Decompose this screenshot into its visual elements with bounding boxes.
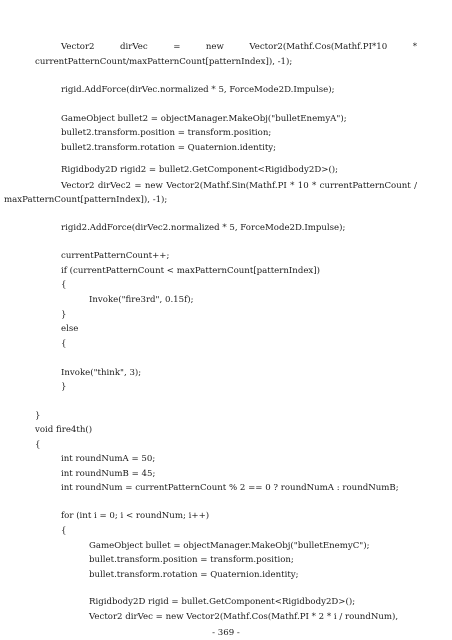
code-line: { bbox=[61, 526, 67, 536]
code-line: { bbox=[35, 440, 41, 450]
code-line: Vector2 dirVec = new Vector2(Mathf.Cos(Mathf.PI * 2 * i / roundNum), bbox=[89, 612, 399, 622]
code-line: Rigidbody2D rigid = bullet.GetComponent<Rigidbody2D>(); bbox=[89, 597, 356, 607]
code-line: bullet.transform.position = transform.position; bbox=[89, 555, 294, 565]
code-line: bullet.transform.rotation = Quaternion.identity; bbox=[89, 570, 299, 580]
code-line: int roundNum = currentPatternCount % 2 == 0 ? roundNumA : roundNumB; bbox=[61, 483, 399, 493]
code-line: Invoke("fire3rd", 0.15f); bbox=[89, 295, 194, 305]
code-line: Vector2 dirVec = new Vector2(Mathf.Cos(Mathf.PI*10 * bbox=[61, 42, 417, 52]
code-line: bullet2.transform.position = transform.position; bbox=[61, 128, 272, 138]
code-line: GameObject bullet = objectManager.MakeObj("bulletEnemyC"); bbox=[89, 541, 370, 551]
code-line: maxPatternCount[patternIndex]), -1); bbox=[4, 195, 168, 205]
code-line: { bbox=[61, 280, 67, 290]
code-line: int roundNumA = 50; bbox=[61, 454, 156, 464]
code-line: for (int i = 0; i < roundNum; i++) bbox=[61, 511, 210, 521]
code-line: { bbox=[61, 339, 67, 349]
code-line: currentPatternCount++; bbox=[61, 251, 170, 261]
code-line: currentPatternCount/maxPatternCount[patternIndex]), -1); bbox=[35, 57, 293, 67]
code-line: Rigidbody2D rigid2 = bullet2.GetComponent<Rigidbody2D>(); bbox=[61, 165, 339, 175]
code-line: Invoke("think", 3); bbox=[61, 368, 142, 378]
code-line: Vector2 dirVec2 = new Vector2(Mathf.Sin(Mathf.PI * 10 * currentPatternCount / bbox=[61, 181, 417, 191]
code-line: void fire4th() bbox=[35, 425, 93, 435]
code-line: int roundNumB = 45; bbox=[61, 469, 156, 479]
page-number: - 369 - bbox=[212, 628, 240, 638]
code-line: if (currentPatternCount < maxPatternCount[patternIndex]) bbox=[61, 266, 320, 276]
code-line: else bbox=[61, 324, 79, 334]
code-line: rigid.AddForce(dirVec.normalized * 5, ForceMode2D.Impulse); bbox=[61, 85, 335, 95]
code-line: GameObject bullet2 = objectManager.MakeObj("bulletEnemyA"); bbox=[61, 114, 347, 124]
code-line: } bbox=[35, 411, 41, 421]
code-line: } bbox=[61, 382, 67, 392]
code-line: bullet2.transform.rotation = Quaternion.identity; bbox=[61, 143, 277, 153]
code-line: } bbox=[61, 310, 67, 320]
code-line: rigid2.AddForce(dirVec2.normalized * 5, ForceMode2D.Impulse); bbox=[61, 223, 346, 233]
